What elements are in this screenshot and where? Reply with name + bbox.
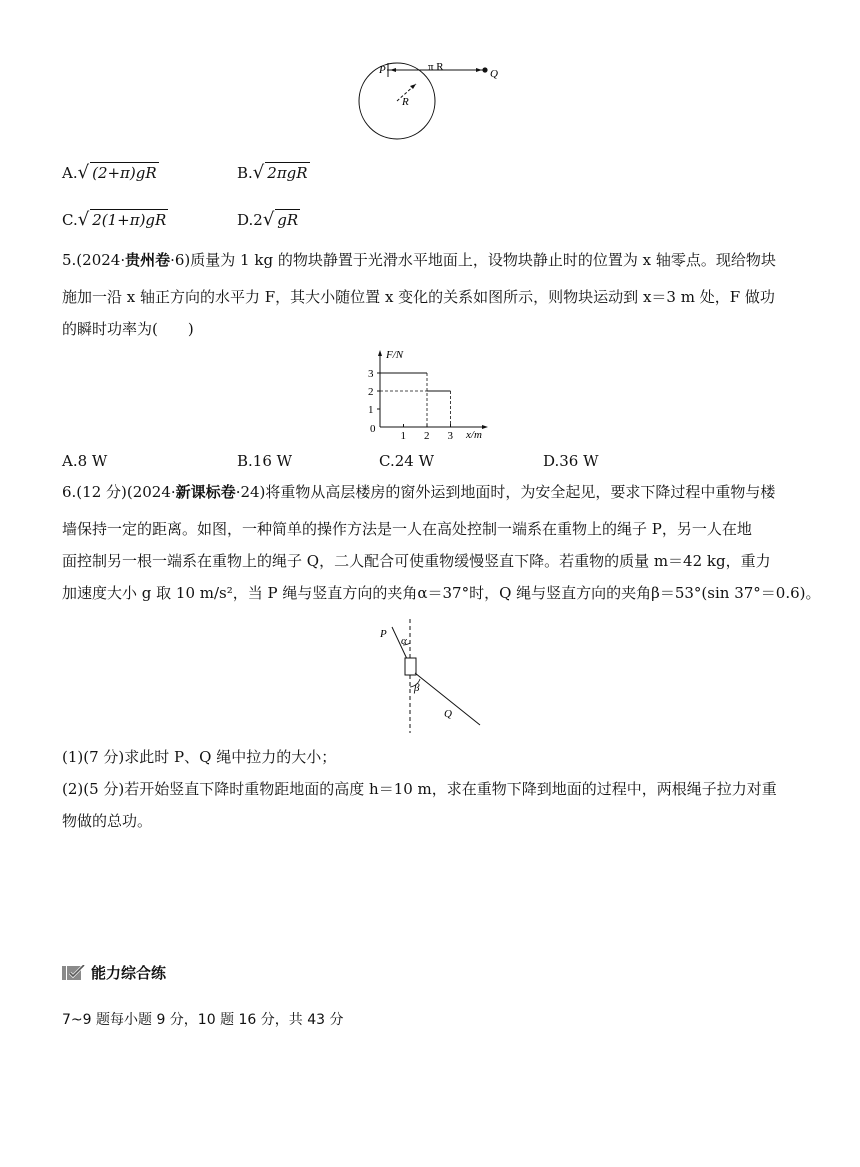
figure-q5-force-graph: [340, 346, 500, 442]
q5-option-d: D.36 W: [543, 452, 599, 470]
q5-option-c: C.24 W: [379, 452, 434, 470]
fig6-label-p: P: [380, 628, 387, 640]
fig5-ylabel: F/N: [386, 349, 404, 361]
x-tick-label: 2: [424, 430, 430, 442]
q4-option-a-radicand: (2+π)gR: [92, 164, 157, 182]
q5-stem-line3: 的瞬时功率为( ): [62, 320, 194, 338]
q6-stem-line2: 墙保持一定的距离。如图，一种简单的操作方法是一人在高处控制一端系在重物上的绳子 P，另一人在地: [62, 520, 752, 538]
q6-sub2-line1: (2)(5 分)若开始竖直下降时重物距地面的高度 h＝10 m，求在重物下降到地面的过程中，两根绳子拉力对重: [62, 780, 777, 798]
q6-source: 新课标卷: [175, 483, 236, 501]
section-title: 能力综合练: [91, 964, 167, 982]
figure-q4-circle-track: [350, 58, 510, 144]
q4-option-a-label: A.: [62, 164, 78, 182]
q5-source: 贵州卷: [125, 251, 171, 269]
q4-option-b-label: B.: [237, 164, 253, 182]
section-info: 7~9 题每小题 9 分，10 题 16 分，共 43 分: [62, 1012, 344, 1028]
fig6-label-beta: β: [414, 682, 420, 694]
y-tick-label: 3: [368, 368, 374, 380]
q4-option-c-label: C.: [62, 211, 78, 229]
q5-stem-line1: [62, 250, 802, 270]
radical-icon: √: [262, 209, 275, 230]
q4-option-d-radicand: gR: [277, 211, 299, 229]
q6-stem-line1: [62, 482, 802, 502]
fig4-label-p: P: [379, 64, 386, 76]
fig6-label-q: Q: [444, 708, 452, 720]
fig4-label-pir: π R: [428, 61, 444, 73]
radical-icon: √: [77, 162, 90, 183]
x-axis-arrow-icon: [482, 425, 488, 429]
y-tick-label: 2: [368, 386, 374, 398]
fig4-label-q: Q: [490, 68, 498, 80]
q6-stem-text: ·24)将重物从高层楼房的窗外运到地面时，为安全起见，要求下降过程中重物与楼: [235, 483, 776, 501]
figure-q6-ropes: [370, 617, 490, 735]
y-tick-label: 1: [368, 404, 374, 416]
fig4-label-r: R: [402, 96, 409, 108]
x-tick-label: 3: [447, 430, 453, 442]
q5-stem-line2: 施加一沿 x 轴正方向的水平力 F，其大小随位置 x 变化的关系如图所示，则物块运动到 x＝3 m 处，F 做功: [62, 288, 775, 306]
q4-option-c: [62, 209, 168, 230]
q4-option-d: [237, 209, 300, 230]
radical-icon: √: [77, 209, 90, 230]
q6-stem-line4: 加速度大小 g 取 10 m/s²，当 P 绳与竖直方向的夹角α＝37°时，Q 绳与竖直方向的夹角β＝53°(sin 37°＝0.6)。: [62, 584, 821, 602]
fig6-label-alpha: α: [401, 635, 407, 647]
fig5-origin: 0: [370, 423, 376, 435]
x-tick-label: 1: [400, 430, 406, 442]
q6-sub2-line2: 物做的总功。: [62, 812, 153, 830]
y-axis-arrow-icon: [378, 350, 382, 356]
q4-option-b: [237, 162, 310, 183]
q4-option-a: [62, 162, 159, 183]
q5-option-a: A.8 W: [62, 452, 108, 470]
q6-stem-line3: 面控制另一根一端系在重物上的绳子 Q，二人配合可使重物缓慢竖直下降。若重物的质量 m＝42 kg，重力: [62, 552, 771, 570]
weight-block: [405, 658, 416, 675]
fig5-xlabel: x/m: [466, 429, 482, 441]
q6-number: 6.(12 分)(2024·: [62, 483, 176, 501]
q4-option-b-radicand: 2πgR: [267, 164, 308, 182]
q4-option-c-radicand: 2(1+π)gR: [92, 211, 167, 229]
q5-option-b: B.16 W: [237, 452, 293, 470]
q6-sub1: (1)(7 分)求此时 P、Q 绳中拉力的大小；: [62, 748, 337, 766]
q5-number: 5.(2024·: [62, 251, 126, 269]
q4-option-d-label: D.2: [237, 211, 263, 229]
checklist-icon: [62, 965, 86, 981]
radical-icon: √: [252, 162, 265, 183]
q5-stem-text: ·6)质量为 1 kg 的物块静置于光滑水平地面上，设物块静止时的位置为 x 轴零点。现给物块: [170, 251, 776, 269]
